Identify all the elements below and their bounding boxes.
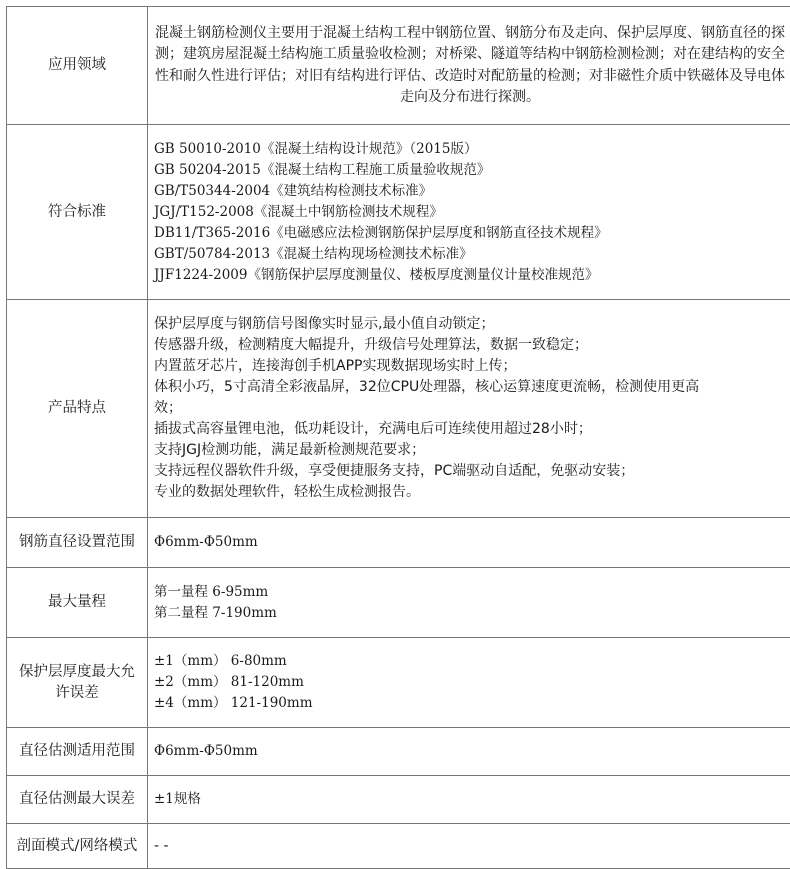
standard-item: GB/T50344-2004《建筑结构检测技术标准》 [154, 181, 786, 202]
table-row [7, 300, 790, 518]
value-line: ±1（mm） 6-80mm [154, 651, 786, 672]
table-row [7, 776, 790, 824]
row-label-max-range: 最大量程 [7, 568, 148, 638]
feature-item: 传感器升级，检测精度大幅提升，升级信号处理算法，数据一致稳定； [154, 335, 786, 356]
feature-item: 专业的数据处理软件，轻松生成检测报告。 [154, 482, 786, 503]
row-label-application: 应用领域 [7, 7, 148, 125]
table-row [7, 518, 790, 568]
value-line: 第一量程 6-95mm [154, 582, 786, 603]
row-value-section-network-mode [148, 824, 790, 869]
row-value-diameter-estimate-range [148, 728, 790, 776]
table-row [7, 7, 790, 125]
value-line: ±4（mm） 121-190mm [154, 693, 786, 714]
value-line: ±1规格 [154, 789, 786, 810]
row-value-standards [148, 125, 790, 300]
table-row [7, 125, 790, 300]
feature-item: 支持远程仪器软件升级，享受便捷服务支持，PC端驱动自适配，免驱动安装； [154, 461, 786, 482]
standard-item: JJF1224-2009《钢筋保护层厚度测量仪、楼板厚度测量仪计量校准规范》 [154, 265, 786, 286]
table-row [7, 568, 790, 638]
row-label-standards: 符合标准 [7, 125, 148, 300]
standard-item: DB11/T365-2016《电磁感应法检测钢筋保护层厚度和钢筋直径技术规程》 [154, 223, 786, 244]
table-row [7, 824, 790, 869]
row-label-cover-max-error: 保护层厚度最大允许误差 [7, 638, 148, 728]
standard-item: GB 50204-2015《混凝土结构工程施工质量验收规范》 [154, 160, 786, 181]
value-line: Φ6mm-Φ50mm [154, 741, 786, 762]
standard-item: GB 50010-2010《混凝土结构设计规范》（2015版） [154, 139, 786, 160]
feature-item: 体积小巧，5寸高清全彩液晶屏，32位CPU处理器，核心运算速度更流畅，检测使用更高 [154, 377, 786, 398]
value-line: - - [154, 836, 786, 857]
feature-item: 保护层厚度与钢筋信号图像实时显示,最小值自动锁定； [154, 314, 786, 335]
row-value-features [148, 300, 790, 518]
row-value-cover-max-error [148, 638, 790, 728]
table-row [7, 638, 790, 728]
row-label-features: 产品特点 [7, 300, 148, 518]
standard-item: GBT/50784-2013《混凝土结构现场检测技术标准》 [154, 244, 786, 265]
row-value-application [148, 7, 790, 125]
value-line: Φ6mm-Φ50mm [154, 532, 786, 553]
feature-item: 效； [154, 398, 786, 419]
row-label-diameter-estimate-range: 直径估测适用范围 [7, 728, 148, 776]
value-line: 第二量程 7-190mm [154, 603, 786, 624]
value-line: ±2（mm） 81-120mm [154, 672, 786, 693]
row-value-max-range [148, 568, 790, 638]
feature-item: 内置蓝牙芯片，连接海创手机APP实现数据现场实时上传； [154, 356, 786, 377]
row-value-diameter-estimate-error [148, 776, 790, 824]
table-row [7, 728, 790, 776]
feature-item: 插拔式高容量锂电池，低功耗设计，充满电后可连续使用超过28小时； [154, 419, 786, 440]
standard-item: JGJ/T152-2008《混凝土中钢筋检测技术规程》 [154, 202, 786, 223]
row-label-diameter-setting-range: 钢筋直径设置范围 [7, 518, 148, 568]
feature-item: 支持JGJ检测功能，满足最新检测规范要求； [154, 440, 786, 461]
row-label-diameter-estimate-error: 直径估测最大误差 [7, 776, 148, 824]
spec-table [6, 6, 790, 869]
application-text: 混凝土钢筋检测仪主要用于混凝土结构工程中钢筋位置、钢筋分布及走向、保护层厚度、钢筋直径的探测；建筑房屋混凝土结构施工质量验收检测；对桥梁、隧道等结构中钢筋检测检测；对在建结构的安全性和耐久性进行评估；对旧有结构进行评估、改造时对配筋量的检测；对非磁性介质中铁磁体及导电体走向及分布进行探测。 [154, 23, 786, 109]
row-value-diameter-setting-range [148, 518, 790, 568]
row-label-section-network-mode: 剖面模式/网络模式 [7, 824, 148, 869]
